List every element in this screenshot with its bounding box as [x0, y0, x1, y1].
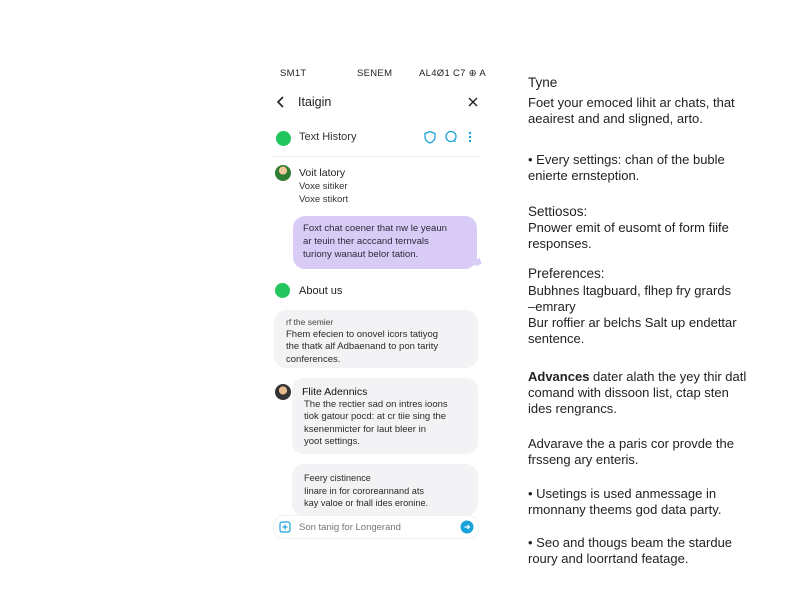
card-text-line: the thatk alf Adbaenand to pon tarity [286, 341, 439, 352]
paragraph-line: –emrary [528, 299, 576, 314]
avatar [275, 384, 291, 400]
file-card-title: Flite Adennics [302, 386, 368, 398]
voice-line: Voxe stikort [299, 194, 349, 205]
card-text-line: The the rectier sad on intres ioons [304, 398, 448, 410]
advanced-line [528, 369, 746, 386]
bubble-text-line: turiony wanaut belor tation. [303, 249, 419, 260]
avatar [275, 165, 291, 181]
voice-line: Voxe sitiker [299, 181, 348, 192]
card-subtitle: rf the semier [286, 317, 334, 327]
close-icon[interactable] [466, 95, 480, 109]
back-arrow-icon[interactable] [274, 94, 288, 110]
status-bar [262, 68, 490, 82]
more-vertical-icon[interactable] [467, 130, 473, 144]
status-carrier: SM1T [280, 68, 307, 79]
section-heading-settings: Settiosos: [528, 204, 588, 219]
file-card[interactable] [292, 378, 478, 454]
about-us-row[interactable] [262, 282, 490, 304]
card-text-line: ksenenmicter for laut bleer in [304, 423, 426, 435]
paragraph-line: Bur roffier ar belchs Salt up endettar [528, 315, 737, 330]
about-us-label: About us [299, 285, 343, 297]
message-input-bar [274, 516, 478, 538]
paragraph-line: Bubhnes ltagbuard, flhep fry grards [528, 283, 732, 298]
paragraph-fragment: dater alath the yey thir datl [589, 369, 747, 384]
divider [272, 156, 480, 157]
section-heading-advanced: Advances [528, 369, 590, 384]
paragraph-line: ides rengrancs. [528, 401, 617, 416]
about-check-icon [275, 283, 290, 298]
paragraph-line: Foet your emoced lihit ar chats, that [528, 95, 735, 110]
message-bubble[interactable] [293, 216, 477, 269]
chat-bubble-icon[interactable] [444, 130, 458, 144]
paragraph-line: comand with dissoon list, ctap sten [528, 385, 729, 400]
bullet-line: • Usetings is used anmessage in [528, 486, 717, 501]
bullet-line: enierte ernsteption. [528, 168, 640, 183]
top-bar [262, 92, 490, 114]
bubble-text-line: Foxt chat coener that nw le yeaun [303, 223, 447, 234]
phone-panel [262, 58, 490, 546]
card-text-line: Feery cistinence [304, 473, 371, 483]
send-icon[interactable] [460, 520, 474, 534]
page-title: Itaigin [298, 95, 332, 109]
card-text-line: tiok gatour pocd: at cr tiie sing the [304, 411, 447, 422]
text-history-row[interactable] [262, 128, 490, 150]
bullet-line: rmonnany theems god data party. [528, 502, 722, 517]
paragraph-line: Advarave the a paris cor provde the [528, 436, 734, 451]
section-heading-type: Tyne [528, 75, 558, 90]
text-history-label: Text History [299, 131, 357, 143]
info-card[interactable] [274, 310, 478, 368]
card-text-line: Fhem efecien to onovel icors tatiyog [286, 328, 439, 340]
info-card[interactable] [292, 464, 478, 516]
history-status-icon [276, 131, 291, 146]
shield-icon[interactable] [423, 130, 437, 144]
paragraph-line: aeairest and and sligned, arto. [528, 111, 703, 126]
paragraph-line: sentence. [528, 331, 585, 346]
voice-title: Voit latory [299, 167, 346, 179]
status-center: SENEM [357, 68, 393, 79]
paragraph-line: responses. [528, 236, 592, 251]
paragraph-line: Pnower emit of eusomt of form fiife [528, 220, 729, 235]
card-text-line: kay valoe or fnall ides eronine. [304, 498, 429, 508]
bubble-text-line: ar teuin ther acccand ternvals [303, 236, 429, 247]
section-heading-preferences: Preferences: [528, 266, 605, 281]
paragraph-line: frsseng ary enteris. [528, 452, 639, 467]
bullet-line: • Seo and thougs beam the stardue [528, 535, 733, 550]
message-input[interactable] [299, 520, 449, 534]
card-text-line: Iinare in for cororeannand ats [304, 485, 425, 496]
voice-history-item[interactable] [262, 164, 490, 210]
status-indicators: AL4Ø1 C7 ⊕ A [418, 68, 486, 79]
card-text-line: conferences. [286, 353, 341, 365]
attach-icon[interactable] [279, 521, 291, 533]
bullet-line: roury and loorrtand featage. [528, 551, 689, 566]
bullet-line: • Every settings: chan of the buble [528, 152, 725, 167]
card-text-line: yoot settings. [304, 436, 360, 447]
